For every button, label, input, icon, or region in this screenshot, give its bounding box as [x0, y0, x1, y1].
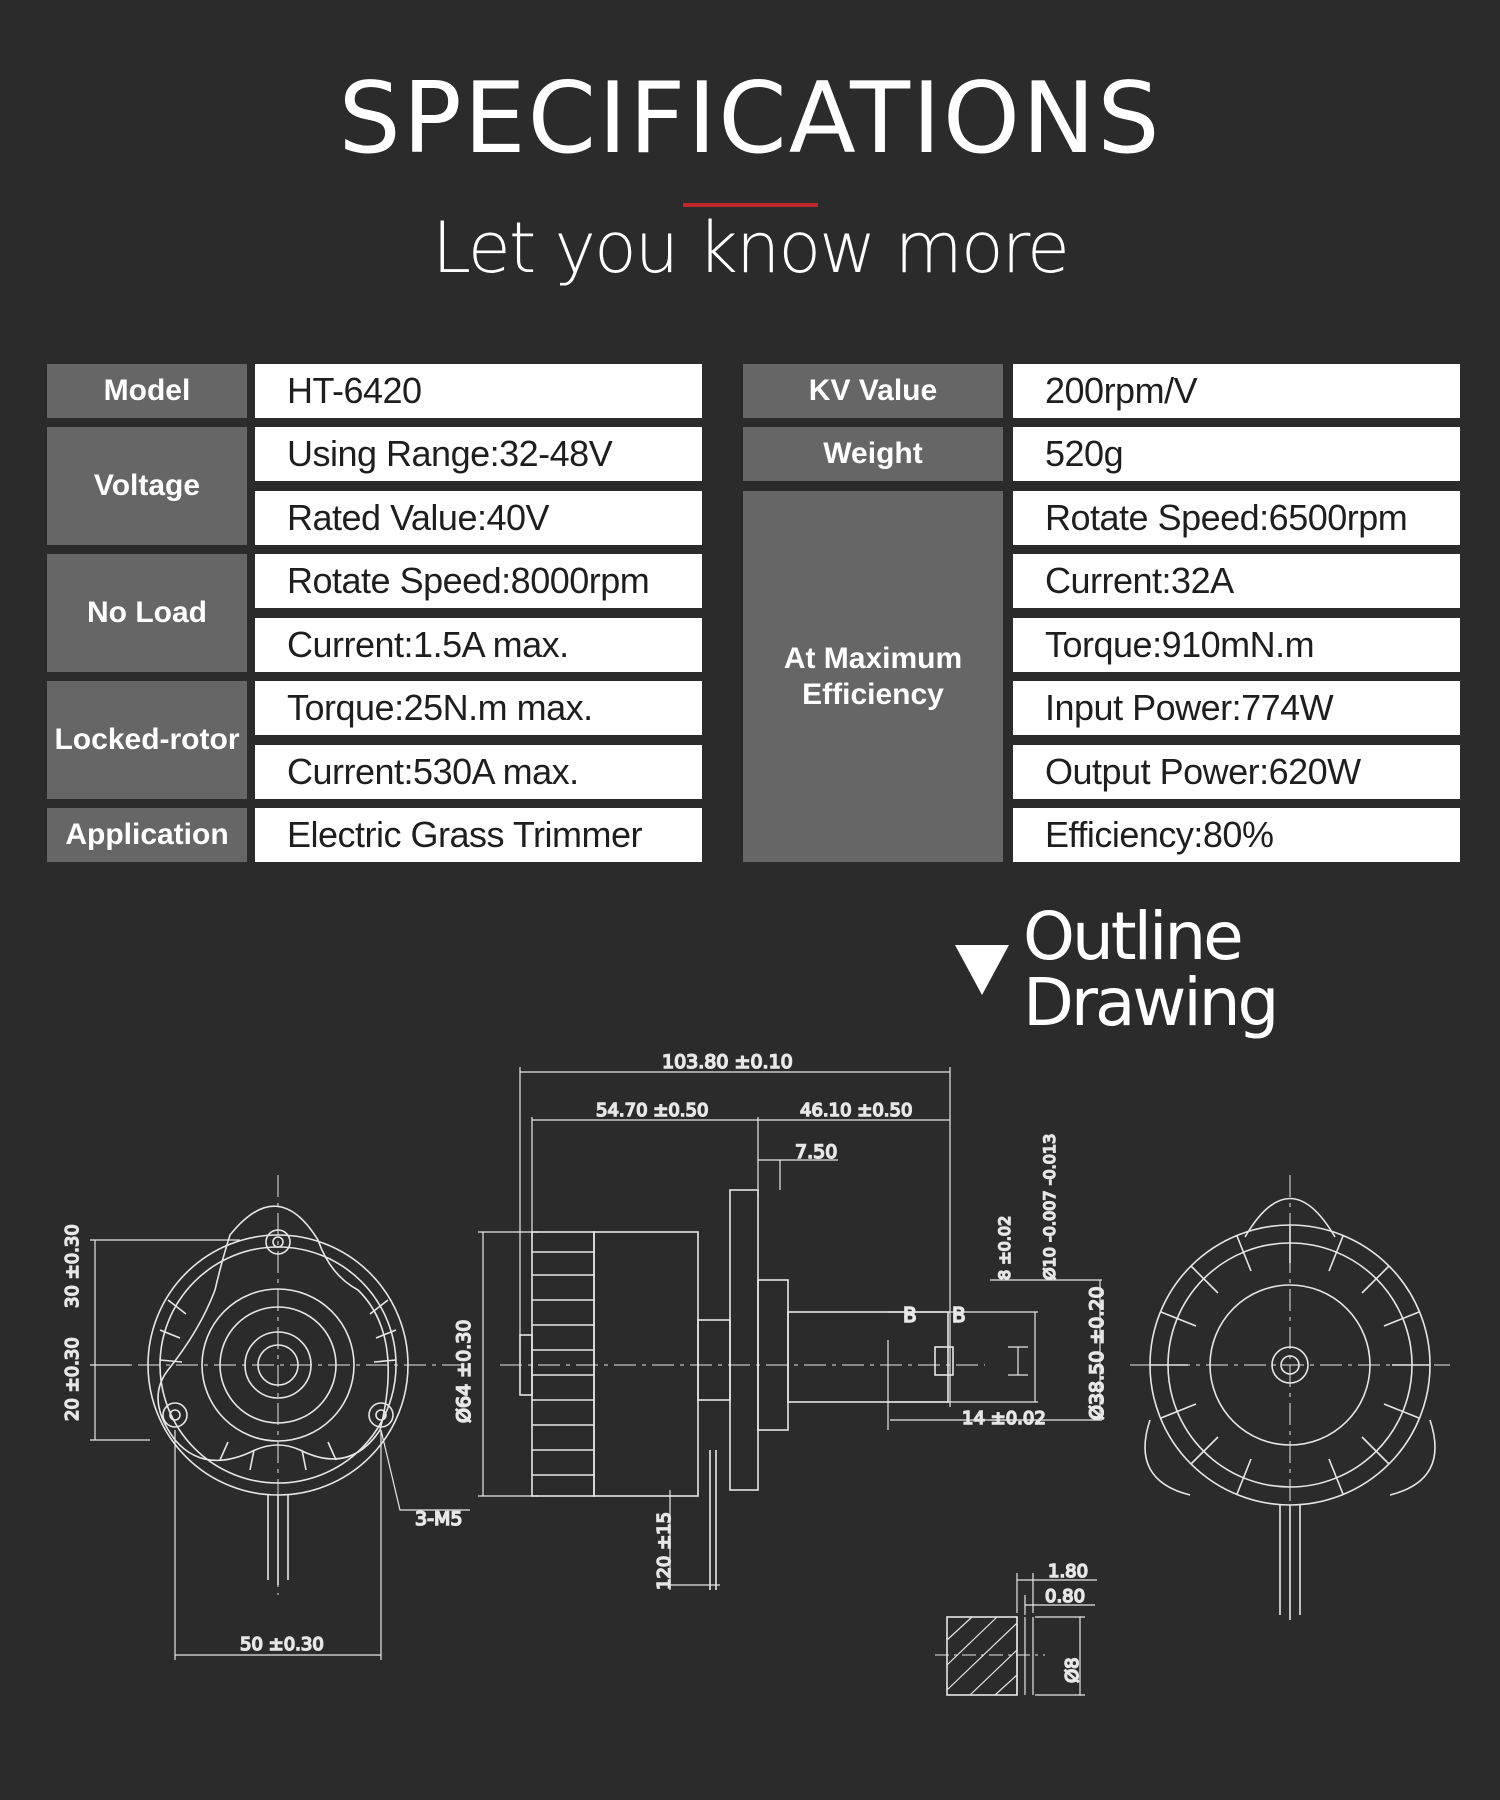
- outline-heading-text: Outline Drawing: [1023, 898, 1277, 1041]
- maxeff-output-value: Output Power:620W: [1013, 745, 1460, 799]
- kv-label: KV Value: [743, 364, 1003, 418]
- noload-current-value: Current:1.5A max.: [255, 618, 702, 672]
- dim-lead-length: 120 ±15: [654, 1511, 675, 1590]
- locked-rotor-label: Locked-rotor: [47, 681, 247, 799]
- side-view: [478, 1067, 1102, 1590]
- voltage-range-value: Using Range:32-48V: [255, 427, 702, 481]
- outline-heading: [955, 898, 1500, 1041]
- rear-view: [1130, 1175, 1450, 1620]
- max-efficiency-label: At Maximum Efficiency: [743, 491, 1003, 862]
- noload-label: No Load: [47, 554, 247, 672]
- application-value: Electric Grass Trimmer: [255, 808, 702, 862]
- triangle-down-icon: [955, 945, 1009, 995]
- maxeff-efficiency-value: Efficiency:80%: [1013, 808, 1460, 862]
- page-subtitle: Let you know more: [432, 207, 1068, 289]
- application-label: Application: [47, 808, 247, 862]
- maxeff-input-value: Input Power:774W: [1013, 681, 1460, 735]
- dim-shaft-length: 46.10 ±0.50: [800, 1100, 913, 1121]
- dim-key-length: 14 ±0.02: [962, 1408, 1046, 1429]
- page-title: SPECIFICATIONS: [338, 62, 1162, 176]
- locked-current-value: Current:530A max.: [255, 745, 702, 799]
- dim-detail-a: 1.80: [1048, 1561, 1089, 1582]
- noload-speed-value: Rotate Speed:8000rpm: [255, 554, 702, 608]
- voltage-rated-value: Rated Value:40V: [255, 491, 702, 545]
- dim-overall-length: 103.80 ±0.10: [662, 1051, 793, 1073]
- model-label: Model: [47, 364, 247, 418]
- dim-mount-holes: 3-M5: [415, 1508, 463, 1530]
- dim-detail-dia: Ø8: [1062, 1657, 1083, 1683]
- weight-label: Weight: [743, 427, 1003, 481]
- maxeff-torque-value: Torque:910mN.m: [1013, 618, 1460, 672]
- voltage-label: Voltage: [47, 427, 247, 545]
- dim-flange: 7.50: [795, 1141, 838, 1163]
- maxeff-current-value: Current:32A: [1013, 554, 1460, 608]
- dim-hole-spacing: 50 ±0.30: [240, 1634, 324, 1655]
- locked-torque-value: Torque:25N.m max.: [255, 681, 702, 735]
- dim-top-offset: 30 ±0.30: [62, 1224, 83, 1308]
- dim-key-height: 8 ±0.02: [995, 1215, 1014, 1280]
- model-value: HT-6420: [255, 364, 702, 418]
- dim-bottom-offset: 20 ±0.30: [62, 1337, 83, 1421]
- section-mark-2: B: [952, 1303, 966, 1327]
- kv-value: 200rpm/V: [1013, 364, 1460, 418]
- outline-drawing: [0, 1030, 1500, 1800]
- dim-detail-b: 0.80: [1045, 1586, 1086, 1607]
- dim-shaft-dia: Ø10 -0.007 -0.013: [1040, 1133, 1059, 1280]
- section-mark-1: B: [903, 1303, 917, 1327]
- dim-hub-dia: Ø38.50 ±0.20: [1086, 1286, 1108, 1420]
- dim-body-length: 54.70 ±0.50: [596, 1100, 709, 1121]
- front-view: [90, 1175, 470, 1660]
- weight-value: 520g: [1013, 427, 1460, 481]
- dim-body-dia: Ø64 ±0.30: [453, 1319, 475, 1423]
- maxeff-speed-value: Rotate Speed:6500rpm: [1013, 491, 1460, 545]
